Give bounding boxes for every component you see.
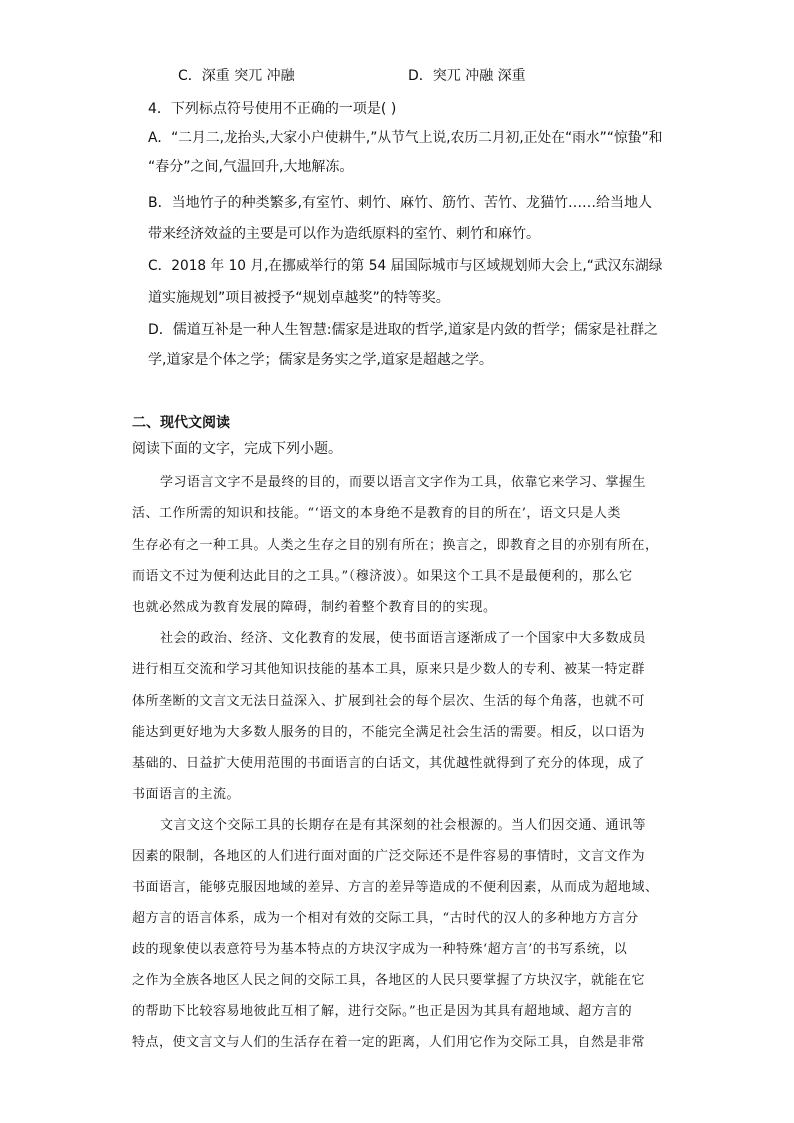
q4-option-b-line1: B．当地竹子的种类繁多,有室竹、刺竹、麻竹、筋竹、苦竹、龙猫竹……给当地人 <box>148 195 653 211</box>
q4-option-c-line2: 道实施规划”项目被授予“规划卓越奖”的特等奖。 <box>148 290 450 306</box>
passage-line: 生存必有之一种工具。人类之生存之目的别有所在；换言之，即教育之目的亦别有所在， <box>132 538 659 553</box>
passage-line: 能达到更好地为大多数人服务的目的，不能完全满足社会生活的需要。相反，以口语为 <box>132 725 646 740</box>
q4-option-b-line2: 带来经济效益的主要是可以作为造纸原料的室竹、刺竹和麻竹。 <box>148 226 540 242</box>
passage-line: 学习语言文字不是最终的目的，而要以语言文字作为工具，依靠它来学习、掌握生 <box>160 475 647 490</box>
passage-line: 超方言的语言体系，成为一个相对有效的交际工具，“古时代的汉人的多种地方方言分 <box>132 911 639 926</box>
passage-line: 歧的现象使以表意符号为基本特点的方块汉字成为一种特殊‘超方言’的书写系统，以 <box>132 942 628 957</box>
q4-option-d-line1: D．儒道互补是一种人生智慧:儒家是进取的哲学,道家是内敛的哲学；儒家是社群之 <box>148 322 658 338</box>
q4-option-a-line1: A．“二月二,龙抬头,大家小户使耕牛,”从节气上说,农历二月初,正处在“雨水”“惊蛰”和 <box>148 130 663 146</box>
passage-line: 体所垄断的文言文无法日益深入、扩展到社会的每个层次、生活的每个角落，也就不可 <box>132 694 646 709</box>
passage-line: 社会的政治、经济、文化教育的发展，使书面语言逐渐成了一个国家中大多数成员 <box>160 631 647 646</box>
section-instruction: 阅读下面的文字，完成下列小题。 <box>132 441 342 457</box>
q4-stem: 4．下列标点符号使用不正确的一项是( ) <box>148 101 397 117</box>
q4-option-c-line1: C．2018 年 10 月,在挪威举行的第 54 届国际城市与区域规划师大会上,“武汉东湖绿 <box>148 258 663 274</box>
passage-line: 书面语言，能够克服因地域的差异、方言的差异等造成的不便利因素，从而成为超地域、 <box>132 880 659 895</box>
passage-line: 文言文这个交际工具的长期存在是有其深刻的社会根源的。当人们因交通、通讯等 <box>160 818 647 833</box>
passage-line: 之作为全族各地区人民之间的交际工具，各地区的人民只要掌握了方块汉字，就能在它 <box>132 973 646 988</box>
q4-option-d-line2: 学,道家是个体之学；儒家是务实之学,道家是超越之学。 <box>148 352 493 368</box>
passage-line: 也就必然成为教育发展的障碍，制约着整个教育目的的实现。 <box>132 600 497 615</box>
passage-line: 进行相互交流和学习其他知识技能的基本工具，原来只是少数人的专利、被某一特定群 <box>132 662 646 677</box>
passage-line: 活、工作所需的知识和技能。“‘语文的本身绝不是教育的目的所在’，语文只是人类 <box>132 506 621 521</box>
passage-line: 的帮助下比较容易地彼此互相了解，进行交际。”也正是因为其具有超地域、超方言的 <box>132 1004 633 1019</box>
passage-line: 书面语言的主流。 <box>132 787 241 802</box>
section-heading: 二、现代文阅读 <box>132 415 230 431</box>
passage-line: 而语文不过为便利达此目的之工具。”（穆济波）。如果这个工具不是最便利的，那么它 <box>132 569 633 584</box>
q3-option-d: D．突兀 冲融 深重 <box>408 68 526 84</box>
passage-line: 因素的限制，各地区的人们进行面对面的广泛交际还不是件容易的事情时，文言文作为 <box>132 849 646 864</box>
passage-line: 特点，使文言文与人们的生活存在着一定的距离，人们用它作为交际工具，自然是非常 <box>132 1035 646 1050</box>
q3-option-c: C．深重 突兀 冲融 <box>178 68 295 84</box>
passage-line: 基础的、日益扩大使用范围的书面语言的白话文，其优越性就得到了充分的体现，成了 <box>132 756 646 771</box>
q4-option-a-line2: “春分”之间,气温回升,大地解冻。 <box>148 159 354 175</box>
